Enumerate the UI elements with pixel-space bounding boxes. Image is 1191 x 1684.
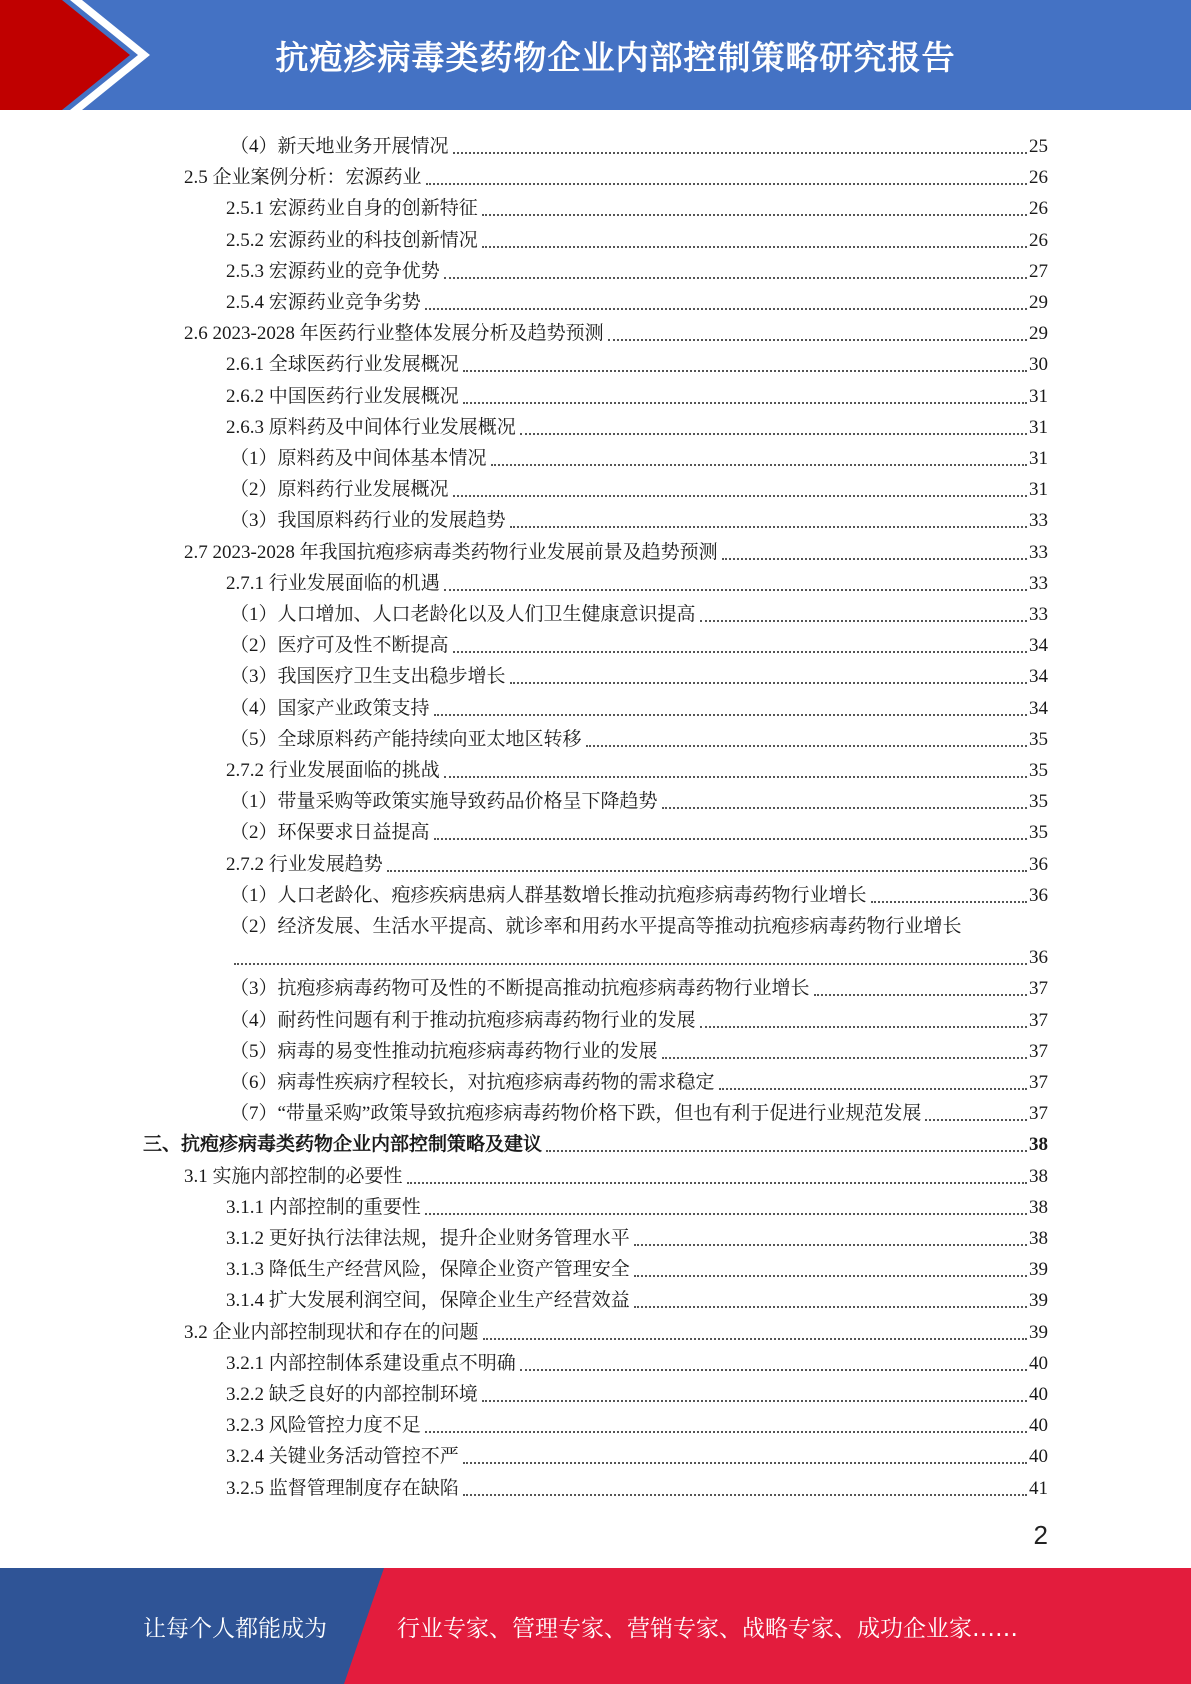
toc-entry-label: 3.2.1 内部控制体系建设重点不明确 xyxy=(226,1352,516,1374)
toc-entry-page: 38 xyxy=(1029,1134,1048,1156)
toc-entry[interactable] xyxy=(230,813,1048,844)
toc-entry-page: 35 xyxy=(1029,791,1048,813)
toc-dot-leader xyxy=(871,900,1027,903)
toc-entry-label: （4）国家产业政策支持 xyxy=(230,697,430,719)
toc-dot-leader xyxy=(719,1087,1027,1090)
toc-entry-label: （1）带量采购等政策实施导致药品价格呈下降趋势 xyxy=(230,791,658,813)
toc-entry-label: 2.5.2 宏源药业的科技创新情况 xyxy=(226,229,478,251)
footer-slogan-right: 行业专家、管理专家、营销专家、战略专家、成功企业家…… xyxy=(397,1615,1018,1642)
toc-dot-leader xyxy=(425,1212,1027,1215)
toc-entry-label: 3.2.5 监督管理制度存在缺陷 xyxy=(226,1477,459,1499)
toc-entry[interactable] xyxy=(184,314,1048,345)
toc-entry-page: 33 xyxy=(1029,510,1048,532)
toc-dot-leader xyxy=(608,338,1027,341)
toc-entry[interactable] xyxy=(226,1188,1048,1219)
toc-entry-page: 39 xyxy=(1029,1321,1048,1343)
toc-dot-leader xyxy=(463,369,1027,372)
toc-dot-leader xyxy=(453,650,1027,653)
toc-entry-label: （4）新天地业务开展情况 xyxy=(230,136,449,157)
toc-dot-leader xyxy=(700,1025,1027,1028)
toc-entry-label: 2.7.2 行业发展面临的挑战 xyxy=(226,760,440,781)
toc-entry-page: 38 xyxy=(1029,1196,1048,1218)
toc-entry-label: （2）环保要求日益提高 xyxy=(230,822,430,844)
toc-dot-leader xyxy=(426,182,1027,185)
toc-entry-label: （2）医疗可及性不断提高 xyxy=(230,635,449,657)
toc-entry-page: 33 xyxy=(1029,541,1048,563)
toc-dot-leader xyxy=(634,1243,1027,1246)
toc-entry-page: 33 xyxy=(1029,604,1048,625)
toc-entry-page: 26 xyxy=(1029,198,1048,220)
toc-entry[interactable] xyxy=(184,1157,1048,1188)
chevron-arrow-icon xyxy=(0,0,160,110)
toc-dot-leader xyxy=(925,1118,1027,1121)
toc-dot-leader xyxy=(586,744,1027,747)
toc-dot-leader xyxy=(520,432,1027,435)
toc-entry[interactable] xyxy=(230,1094,1048,1125)
toc-dot-leader xyxy=(444,775,1027,778)
toc-entry-label: （1）原料药及中间体基本情况 xyxy=(230,448,487,469)
toc-dot-leader xyxy=(510,681,1027,684)
toc-entry[interactable] xyxy=(226,1375,1048,1406)
toc-entry-label: 3.1.2 更好执行法律法规，提升企业财务管理水平 xyxy=(226,1228,630,1249)
toc-entry-page: 38 xyxy=(1029,1228,1048,1249)
toc-entry[interactable] xyxy=(226,221,1048,252)
toc-entry[interactable] xyxy=(230,720,1048,751)
toc-entry-label: 2.6 2023-2028 年医药行业整体发展分析及趋势预测 xyxy=(184,323,604,345)
toc-entry-label: （7）“带量采购”政策导致抗疱疹病毒药物价格下跌，但也有利于促进行业规范发展 xyxy=(230,1103,922,1125)
toc-entry-label: 3.1.3 降低生产经营风险，保障企业资产管理安全 xyxy=(226,1259,630,1281)
toc-entry[interactable] xyxy=(230,439,1048,470)
toc-dot-leader xyxy=(814,993,1027,996)
toc-dot-leader xyxy=(482,245,1027,248)
toc-dot-leader xyxy=(510,525,1027,528)
toc-entry[interactable] xyxy=(230,595,1048,626)
toc-entry-label: （5）病毒的易变性推动抗疱疹病毒药物行业的发展 xyxy=(230,1040,658,1062)
toc-entry[interactable] xyxy=(184,533,1048,564)
toc-entry-page: 37 xyxy=(1029,1103,1048,1125)
toc-entry-page: 37 xyxy=(1029,1040,1048,1062)
report-header xyxy=(0,0,1191,110)
toc-dot-leader xyxy=(463,1461,1027,1464)
toc-entry-label: （6）病毒性疾病疗程较长，对抗疱疹病毒药物的需求稳定 xyxy=(230,1072,715,1093)
toc-entry-page: 25 xyxy=(1029,136,1048,157)
toc-entry-page: 37 xyxy=(1029,1009,1048,1031)
toc-entry[interactable] xyxy=(230,626,1048,657)
toc-entry-page: 40 xyxy=(1029,1446,1048,1468)
toc-entry-page: 31 xyxy=(1029,416,1048,438)
toc-entry[interactable] xyxy=(226,377,1048,408)
toc-dot-leader xyxy=(482,1399,1027,1402)
toc-dot-leader xyxy=(407,1181,1027,1184)
toc-entry-page: 35 xyxy=(1029,760,1048,781)
toc-entry[interactable] xyxy=(226,345,1048,376)
toc-entry-page: 36 xyxy=(1029,947,1048,969)
toc-entry-page: 40 xyxy=(1029,1352,1048,1374)
toc-entry-label: 2.5.4 宏源药业竞争劣势 xyxy=(226,292,421,313)
toc-dot-leader xyxy=(491,463,1027,466)
toc-dot-leader xyxy=(434,713,1027,716)
toc-entry[interactable] xyxy=(226,751,1048,782)
toc-entry-label: 3.2 企业内部控制现状和存在的问题 xyxy=(184,1321,479,1343)
toc-entry[interactable] xyxy=(226,1219,1048,1250)
toc-dot-leader xyxy=(434,837,1027,840)
toc-entry-label: 3.2.3 风险管控力度不足 xyxy=(226,1415,421,1437)
toc-entry-page: 37 xyxy=(1029,1072,1048,1093)
toc-dot-leader xyxy=(634,1274,1027,1277)
toc-entry-page: 30 xyxy=(1029,354,1048,376)
toc-entry-page: 33 xyxy=(1029,572,1048,594)
toc-entry-page: 29 xyxy=(1029,292,1048,313)
toc-entry-label: 2.5.1 宏源药业自身的创新特征 xyxy=(226,198,478,220)
toc-entry[interactable] xyxy=(230,969,1048,1000)
toc-entry[interactable] xyxy=(184,1313,1048,1344)
toc-entry-label: 2.7 2023-2028 年我国抗疱疹病毒类药物行业发展前景及趋势预测 xyxy=(184,541,718,563)
footer-slogan-left: 让每个人都能成为 xyxy=(143,1615,327,1642)
toc-entry[interactable] xyxy=(226,1406,1048,1437)
toc-entry-page: 34 xyxy=(1029,666,1048,688)
toc-entry-label: （2）经济发展、生活水平提高、就诊率和用药水平提高等推动抗疱疹病毒药物行业增长 xyxy=(230,916,962,937)
toc-entry-label: 3.2.2 缺乏良好的内部控制环境 xyxy=(226,1384,478,1405)
toc-entry[interactable] xyxy=(226,1281,1048,1312)
toc-entry-label: 2.7.2 行业发展趋势 xyxy=(226,853,383,875)
toc-entry-label: （1）人口增加、人口老龄化以及人们卫生健康意识提高 xyxy=(230,604,696,625)
toc-entry[interactable] xyxy=(230,501,1048,532)
toc-entry-page: 40 xyxy=(1029,1415,1048,1437)
toc-entry[interactable] xyxy=(226,252,1048,283)
toc-entry-label: 2.6.1 全球医药行业发展概况 xyxy=(226,354,459,376)
toc-entry-page: 35 xyxy=(1029,822,1048,844)
toc-entry[interactable] xyxy=(230,689,1048,720)
toc-dot-leader xyxy=(546,1149,1027,1152)
toc-entry-label: （4）耐药性问题有利于推动抗疱疹病毒药物行业的发展 xyxy=(230,1009,696,1031)
toc-entry-page: 34 xyxy=(1029,635,1048,657)
toc-dot-leader xyxy=(387,869,1027,872)
toc-entry[interactable] xyxy=(226,1250,1048,1281)
toc-dot-leader xyxy=(453,151,1027,154)
toc-entry[interactable] xyxy=(226,189,1048,220)
toc-entry-label: 2.7.1 行业发展面临的机遇 xyxy=(226,572,440,594)
toc-entry-label: （2）原料药行业发展概况 xyxy=(230,479,449,501)
toc-entry-page: 36 xyxy=(1029,884,1048,906)
toc-entry-page: 31 xyxy=(1029,385,1048,407)
toc-dot-leader xyxy=(700,619,1027,622)
toc-entry-page: 39 xyxy=(1029,1290,1048,1312)
toc-entry[interactable] xyxy=(230,782,1048,813)
toc-entry[interactable] xyxy=(230,938,1048,969)
toc-entry[interactable] xyxy=(143,1125,1048,1156)
toc-entry[interactable] xyxy=(184,158,1048,189)
page-number: 2 xyxy=(1033,1520,1048,1550)
toc-dot-leader xyxy=(722,557,1027,560)
toc-entry-page: 40 xyxy=(1029,1384,1048,1405)
toc-entry-label: （3）抗疱疹病毒药物可及性的不断提高推动抗疱疹病毒药物行业增长 xyxy=(230,978,810,1000)
toc-entry[interactable] xyxy=(226,1437,1048,1468)
toc-entry-label: 2.6.3 原料药及中间体行业发展概况 xyxy=(226,416,516,438)
toc-entry[interactable] xyxy=(230,127,1048,158)
toc-dot-leader xyxy=(662,1056,1027,1059)
toc-entry-label: 2.5.3 宏源药业的竞争优势 xyxy=(226,260,440,282)
toc-dot-leader xyxy=(662,806,1027,809)
toc-entry[interactable] xyxy=(230,1063,1048,1094)
toc-entry[interactable] xyxy=(226,845,1048,876)
toc-entry-label: 3.2.4 关键业务活动管控不严 xyxy=(226,1446,459,1468)
toc-entry-page: 36 xyxy=(1029,853,1048,875)
toc-entry[interactable] xyxy=(230,876,1048,907)
toc-dot-leader xyxy=(453,494,1027,497)
toc-entry[interactable] xyxy=(230,470,1048,501)
toc-dot-leader xyxy=(425,307,1027,310)
toc-entry[interactable] xyxy=(230,1032,1048,1063)
toc-entry-label: 三、抗疱疹病毒类药物企业内部控制策略及建议 xyxy=(143,1134,543,1156)
toc-entry-label: （3）我国原料药行业的发展趋势 xyxy=(230,510,506,532)
toc-entry-label: 2.6.2 中国医药行业发展概况 xyxy=(226,385,459,407)
toc-entry[interactable] xyxy=(226,283,1048,314)
toc-entry[interactable] xyxy=(226,564,1048,595)
toc-dot-leader xyxy=(463,401,1027,404)
toc-entry[interactable] xyxy=(230,657,1048,688)
toc-entry-page: 31 xyxy=(1029,479,1048,501)
toc-entry-page: 38 xyxy=(1029,1165,1048,1187)
toc-entry-label: 3.1 实施内部控制的必要性 xyxy=(184,1165,403,1187)
toc-entry-label: （5）全球原料药产能持续向亚太地区转移 xyxy=(230,728,582,750)
toc-entry[interactable] xyxy=(226,408,1048,439)
footer-banner xyxy=(0,1568,1191,1684)
toc-entry-page: 26 xyxy=(1029,167,1048,189)
toc-dot-leader xyxy=(520,1368,1027,1371)
report-title: 抗疱疹病毒类药物企业内部控制策略研究报告 xyxy=(275,37,956,77)
toc-dot-leader xyxy=(634,1305,1027,1308)
toc-entry[interactable] xyxy=(230,907,1048,938)
toc-entry-label: （3）我国医疗卫生支出稳步增长 xyxy=(230,666,506,688)
toc-dot-leader xyxy=(463,1493,1027,1496)
toc-entry-label: （1）人口老龄化、疱疹疾病患病人群基数增长推动抗疱疹病毒药物行业增长 xyxy=(230,884,867,906)
toc-entry[interactable] xyxy=(226,1344,1048,1375)
toc-entry-page: 35 xyxy=(1029,728,1048,750)
toc-entry-page: 34 xyxy=(1029,697,1048,719)
toc-dot-leader xyxy=(234,962,1027,965)
toc-dot-leader xyxy=(425,1430,1027,1433)
toc-entry-page: 26 xyxy=(1029,229,1048,251)
toc-entry-page: 29 xyxy=(1029,323,1048,345)
toc-entry-label: 3.1.4 扩大发展利润空间，保障企业生产经营效益 xyxy=(226,1290,630,1312)
toc-entry-page: 31 xyxy=(1029,448,1048,469)
toc-entry-page: 41 xyxy=(1029,1477,1048,1499)
toc-entry[interactable] xyxy=(226,1469,1048,1500)
toc-entry-page: 37 xyxy=(1029,978,1048,1000)
toc-entry[interactable] xyxy=(230,1001,1048,1032)
toc-dot-leader xyxy=(483,1337,1027,1340)
toc-entry-label: 3.1.1 内部控制的重要性 xyxy=(226,1196,421,1218)
toc-dot-leader xyxy=(444,588,1027,591)
toc-dot-leader xyxy=(482,213,1027,216)
toc-entry-page: 39 xyxy=(1029,1259,1048,1281)
toc-entry-label: 2.5 企业案例分析：宏源药业 xyxy=(184,167,422,189)
toc-dot-leader xyxy=(444,276,1027,279)
toc-entry-page: 27 xyxy=(1029,260,1048,282)
